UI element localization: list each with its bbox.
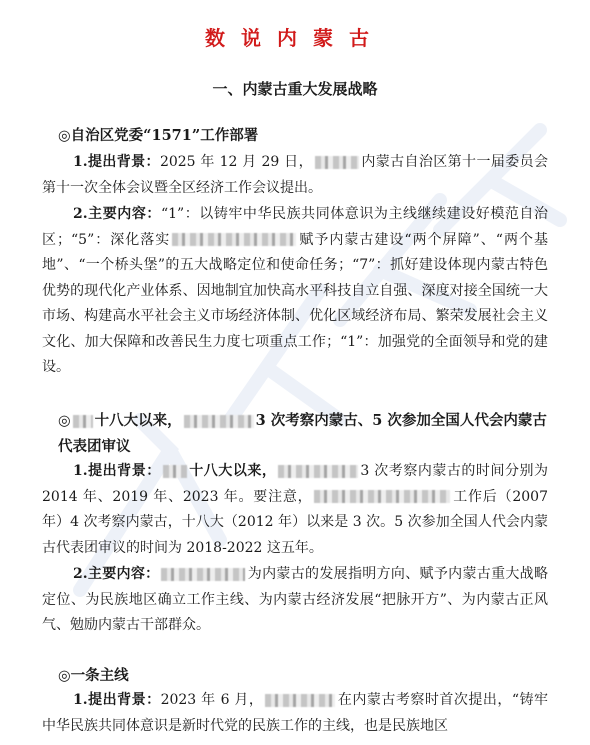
redacted-block — [172, 233, 296, 246]
section-2-paragraph-2 — [42, 562, 548, 639]
redacted-block — [265, 694, 335, 707]
label: 1.提出背景： — [73, 463, 161, 479]
text: 3 次考察内蒙古、5 次参加全国人代会内蒙古代表团审议 — [58, 412, 547, 455]
redacted-block — [163, 465, 187, 478]
text: 工作后（2007 年）4 次考察内蒙古，十八大（2012 年）以来是 3 次。5 次参加全国人代会内蒙古代表团审议的时间为 2018-2022 这五年。 — [42, 488, 548, 556]
redacted-block — [73, 415, 93, 428]
text: ◎ — [58, 412, 71, 429]
text: 为内蒙古的发展指明方向、赋予内蒙古重大战略定位、为民族地区确立工作主线、为内蒙古经济发展“把脉开方”、为内蒙古正风气、勉励内蒙古干部群众。 — [42, 566, 548, 633]
text: 赋予内蒙古建设“两个屏障”、“两个基地”、“一个桥头堡”的五大战略定位和使命任务；“7”：抓好建设体现内蒙古特色优势的现代化产业体系、因地制宜加快高水平科技自立自强、深度对接全国统一大市场、构建高水平社会主义市场经济体制、优化区域经济布局、繁荣发展社会主义文化、加大保障和改善民生力度七项重点工作；“1”：加强党的全面领导和党的建设。 — [42, 231, 548, 375]
section-3-heading: ◎一条主线 — [58, 667, 129, 684]
label: 1.提出背景： — [73, 692, 161, 708]
redacted-block — [161, 568, 245, 581]
label: 1.提出背景： — [73, 154, 160, 170]
section-1-heading: ◎自治区党委“1571”工作部署 — [58, 127, 259, 144]
section-1-paragraph-2 — [42, 202, 548, 381]
section-2-heading — [58, 408, 548, 459]
text: 十八大以来， — [94, 412, 182, 429]
redacted-block — [314, 490, 450, 503]
label: 2.主要内容： — [73, 566, 160, 582]
section-2-paragraph-1 — [42, 459, 548, 561]
document-title: 数说内蒙古 — [205, 26, 385, 50]
redacted-block — [184, 415, 254, 428]
text: 内蒙古自治区第十一届委员会第十一次全体会议暨全区经济工作会议提出。 — [42, 154, 548, 196]
heading-1: 一、内蒙古重大发展战略 — [212, 80, 378, 98]
section-3-paragraph-1 — [42, 688, 548, 739]
text: 十八大以来， — [188, 463, 277, 479]
text: “1”：以铸牢中华民族共同体意识为主线继续建设好模范自治区；“5”：深化落实 — [42, 206, 548, 248]
section-1-paragraph-1 — [42, 150, 548, 201]
text: 在内蒙古考察时首次提出，“铸牢中华民族共同体意识是新时代党的民族工作的主线，也是民族地区 — [42, 692, 548, 734]
text: 2025 年 12 月 29 日， — [159, 154, 313, 170]
label: 2.主要内容： — [73, 206, 161, 222]
redacted-block — [315, 156, 359, 169]
redacted-block — [278, 465, 358, 478]
text: 3 次考察内蒙古的时间分别为 2014 年、2019 年、2023 年。要注意， — [42, 463, 549, 505]
text: 2023 年 6 月， — [160, 692, 264, 708]
